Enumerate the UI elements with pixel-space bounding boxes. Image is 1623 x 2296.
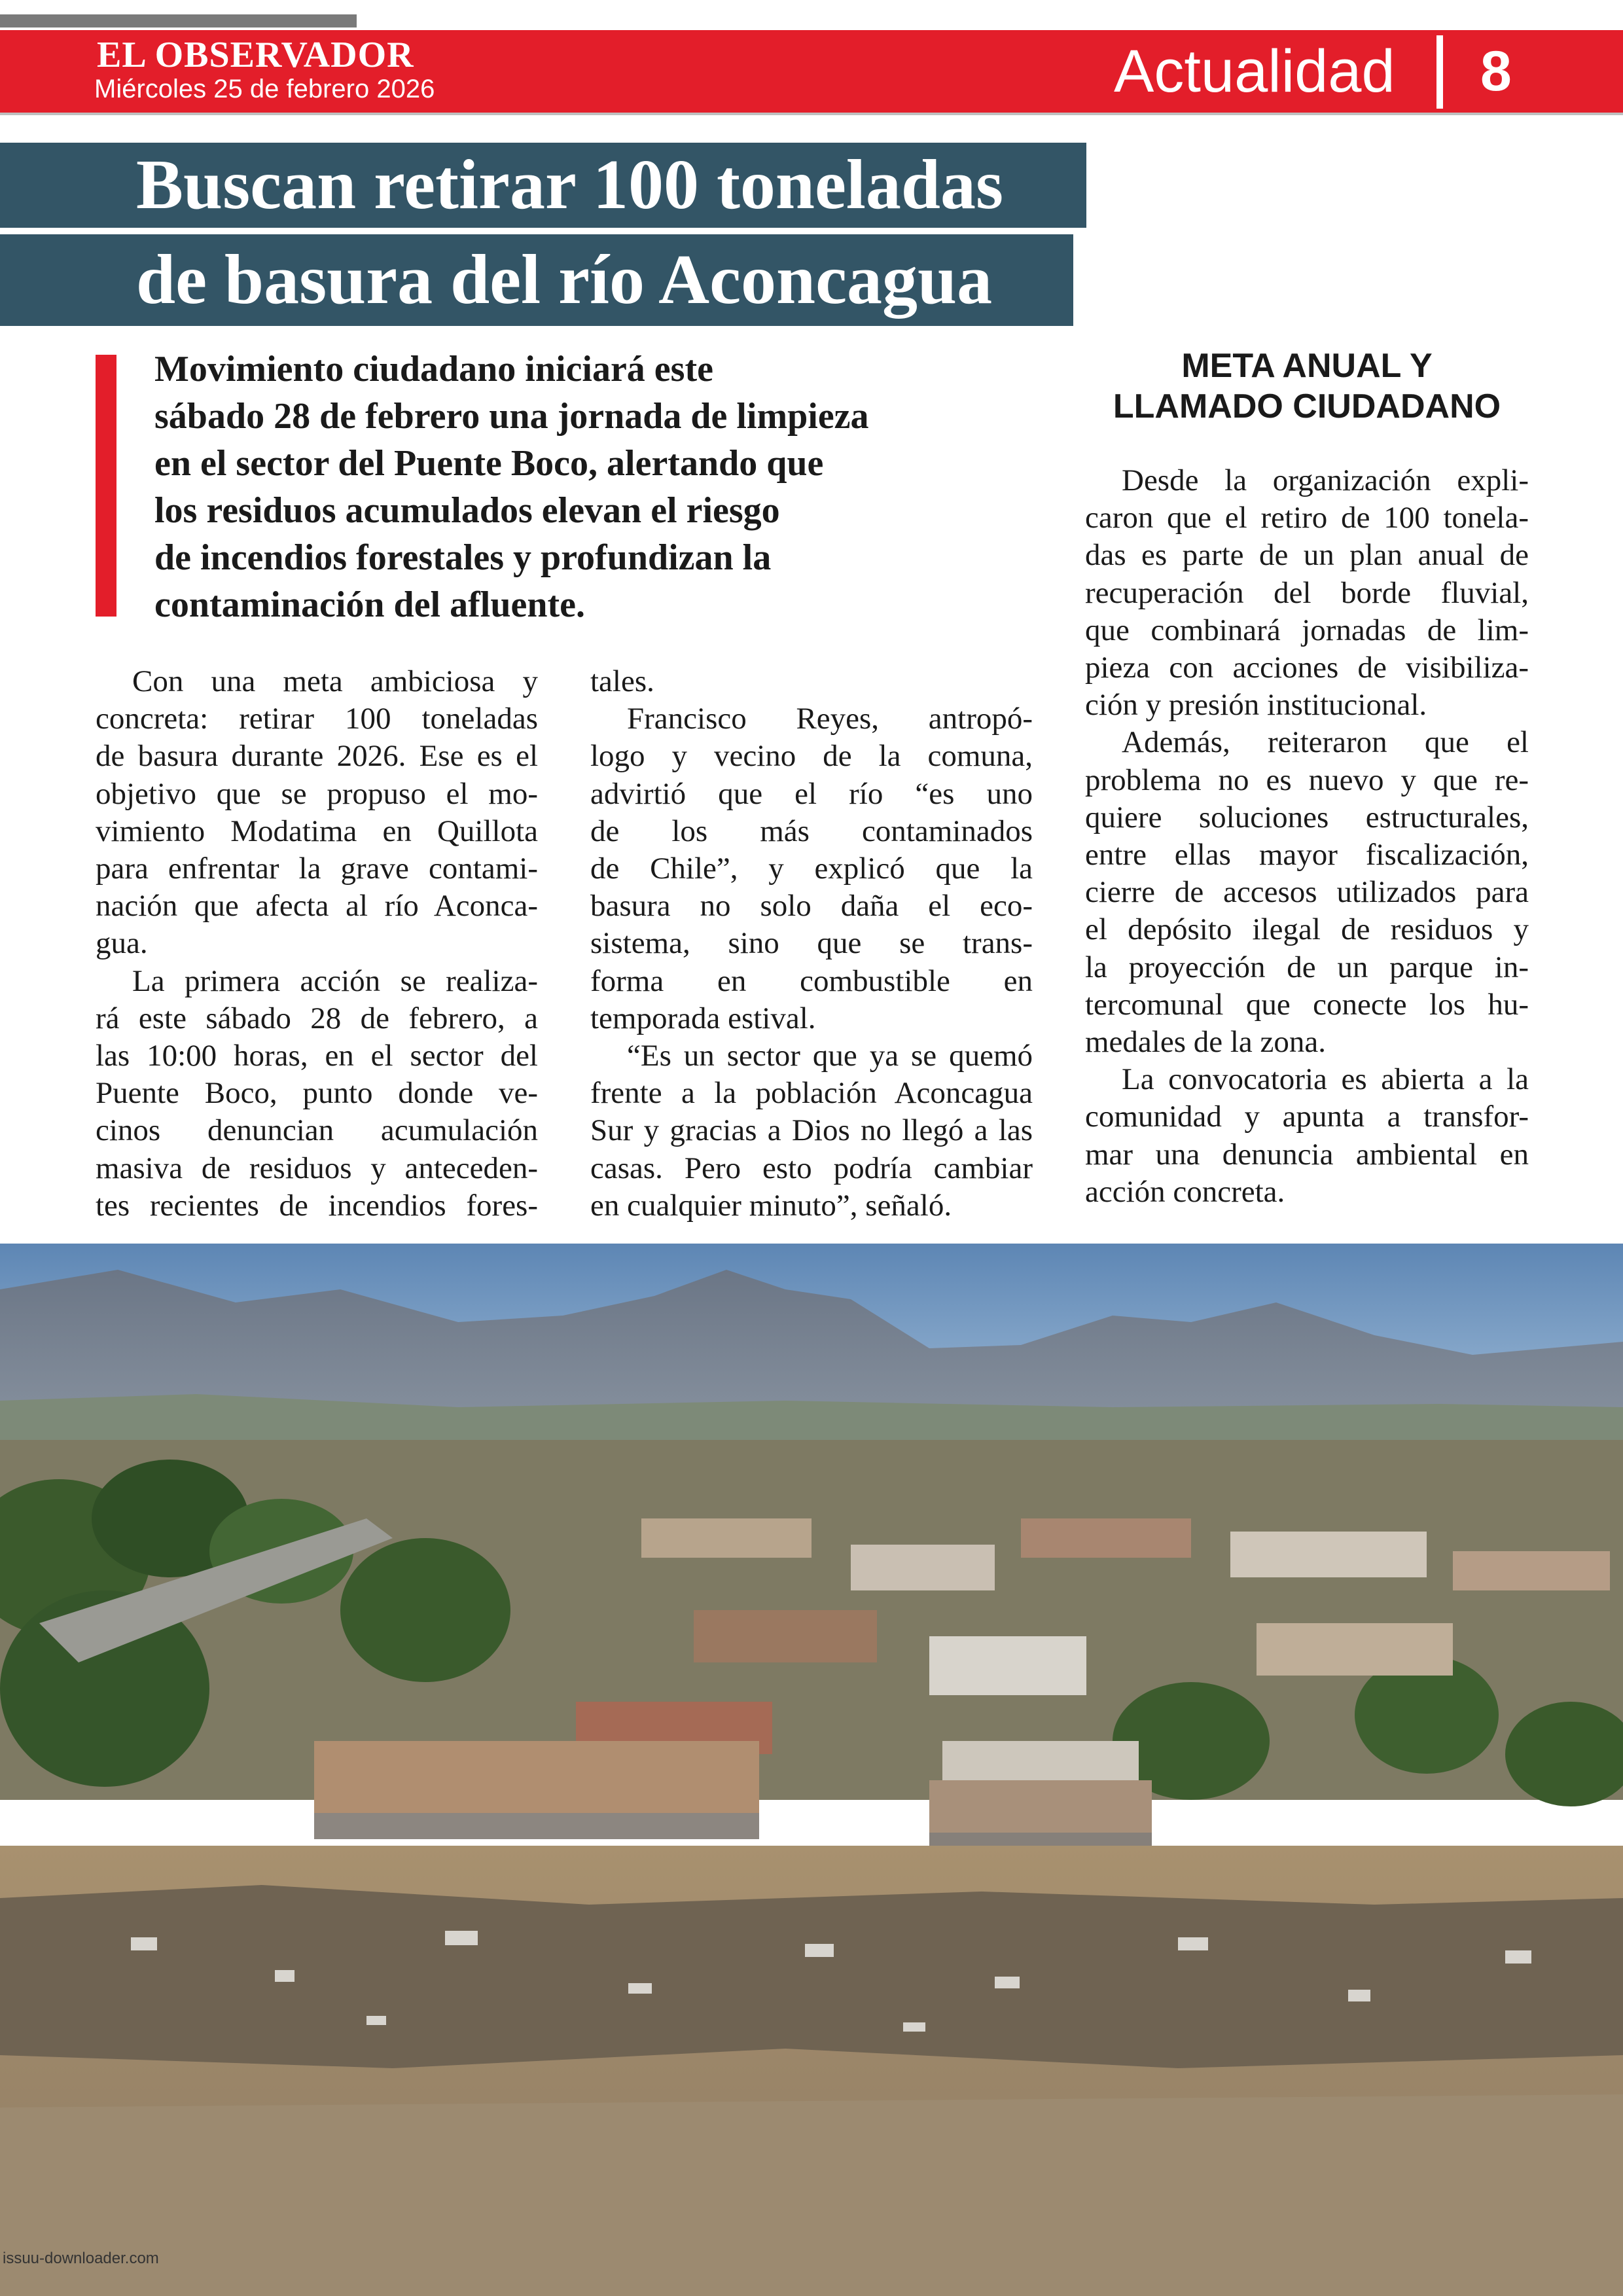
body-line: de basura durante 2026. Ese es el (96, 739, 538, 774)
aerial-photo-illustration (0, 1244, 1623, 2296)
lead-line: de incendios forestales y profundizan la (154, 537, 772, 578)
roof (929, 1636, 1086, 1695)
body-line: Sur y gracias a Dios no llegó a las (590, 1113, 1033, 1148)
sidebar-column (1085, 462, 1529, 1211)
lead-accent-bar (96, 355, 116, 617)
article-photo (0, 1244, 1623, 2296)
body-line: para enfrentar la grave contami- (96, 852, 538, 886)
roof (1453, 1551, 1610, 1590)
body-line: forma en combustible en (590, 963, 1033, 998)
body-line: casas. Pero esto podría cambiar (590, 1151, 1033, 1185)
roof (929, 1780, 1152, 1839)
body-line: tes recientes de incendios fores- (96, 1188, 538, 1223)
warehouse-roof (314, 1741, 759, 1820)
body-line: rá este sábado 28 de febrero, a (96, 1001, 538, 1035)
body-line: vimiento Modatima en Quillota (96, 814, 538, 848)
body-line: La convocatoria es abierta a la (1122, 1062, 1529, 1097)
issue-date: Miércoles 25 de febrero 2026 (94, 75, 435, 103)
body-line: entre ellas mayor fiscalización, (1085, 838, 1529, 872)
body-line: cinos denuncian acumulación (96, 1113, 538, 1148)
body-line: de Chile”, y explicó que la (590, 852, 1033, 886)
lead-line: contaminación del afluente. (154, 584, 585, 625)
page-number: 8 (1480, 40, 1512, 103)
body-line: tercomunal que conecte los hu- (1085, 987, 1529, 1022)
roof (1257, 1623, 1453, 1676)
body-line: caron que el retiro de 100 tonela- (1085, 501, 1529, 535)
section-name: Actualidad (1114, 38, 1395, 105)
body-line: recuperación del borde fluvial, (1085, 575, 1529, 610)
body-line: comunidad y apunta a transfor- (1085, 1100, 1529, 1134)
lead-line: en el sector del Puente Boco, alertando que (154, 443, 824, 484)
body-line: acción concreta. (1085, 1174, 1285, 1209)
body-line: nación que afecta al río Aconca- (96, 889, 538, 924)
warehouse-wall (314, 1813, 759, 1839)
body-line: Con una meta ambiciosa y (132, 664, 538, 698)
body-line: La primera acción se realiza- (132, 963, 538, 998)
body-line: masiva de residuos y anteceden- (96, 1151, 538, 1185)
trash-field (0, 1885, 1623, 2068)
roof (694, 1610, 877, 1662)
newspaper-name: EL OBSERVADOR (97, 35, 414, 75)
body-line: basura no solo daña el eco- (590, 889, 1033, 924)
body-line: el depósito ilegal de residuos y (1085, 912, 1529, 947)
roof (942, 1741, 1139, 1780)
body-line: sistema, sino que se trans- (590, 926, 1033, 961)
body-line: la proyección de un parque in- (1085, 950, 1529, 984)
body-line: que combinará jornadas de lim- (1085, 613, 1529, 647)
sidebar-title (1085, 346, 1529, 427)
roof (1230, 1532, 1427, 1577)
body-line: frente a la población Aconcagua (590, 1076, 1033, 1111)
body-line: Además, reiteraron que el (1122, 725, 1529, 760)
body-line: de los más contaminados (590, 814, 1033, 848)
body-line: gua. (96, 926, 148, 961)
body-line: Puente Boco, punto donde ve- (96, 1076, 538, 1111)
headline-line-2: de basura del río Aconcagua (136, 241, 993, 319)
body-line: objetivo que se propuso el mo- (96, 776, 538, 811)
header-top-tab (0, 14, 357, 27)
roof (1021, 1518, 1191, 1558)
body-line: pieza con acciones de visibiliza- (1085, 651, 1529, 685)
body-line: Desde la organización expli- (1122, 463, 1529, 497)
body-line: Francisco Reyes, antropó- (627, 702, 1033, 736)
body-line: das es parte de un plan anual de (1085, 538, 1529, 573)
tree (340, 1538, 510, 1682)
sidebar-title-line-2: LLAMADO CIUDADANO (1113, 387, 1501, 425)
roof (641, 1518, 812, 1558)
body-line: quiere soluciones estructurales, (1085, 800, 1529, 834)
body-line: cierre de accesos utilizados para (1085, 875, 1529, 910)
roof (851, 1545, 995, 1590)
dirt-road (0, 2094, 1623, 2296)
header-underline (0, 113, 1623, 115)
body-line: temporada estival. (590, 1001, 816, 1035)
headline-line-1: Buscan retirar 100 toneladas (136, 146, 1004, 224)
lead-paragraph (154, 346, 1005, 628)
body-line: medales de la zona. (1085, 1025, 1326, 1060)
lead-line: los residuos acumulados elevan el riesgo (154, 490, 780, 531)
body-line: logo y vecino de la comuna, (590, 739, 1033, 774)
body-line: concreta: retirar 100 toneladas (96, 702, 538, 736)
sidebar-title-line-1: META ANUAL Y (1181, 347, 1433, 385)
article-column-2 (590, 663, 1033, 1225)
lead-line: Movimiento ciudadano iniciará este (154, 349, 713, 389)
body-line: las 10:00 horas, en el sector del (96, 1039, 538, 1073)
section-divider (1436, 35, 1443, 109)
body-line: mar una denuncia ambiental en (1085, 1137, 1529, 1172)
body-line: problema no es nuevo y que re- (1085, 762, 1529, 797)
body-line: advirtió que el río “es uno (590, 776, 1033, 811)
lead-line: sábado 28 de febrero una jornada de limpieza (154, 396, 869, 437)
body-line: ción y presión institucional. (1085, 688, 1427, 723)
body-line: tales. (590, 664, 654, 698)
watermark: issuu-downloader.com (3, 2250, 159, 2267)
article-column-1 (96, 663, 538, 1225)
body-line: “Es un sector que ya se quemó (627, 1039, 1033, 1073)
body-line: en cualquier minuto”, señaló. (590, 1188, 952, 1223)
